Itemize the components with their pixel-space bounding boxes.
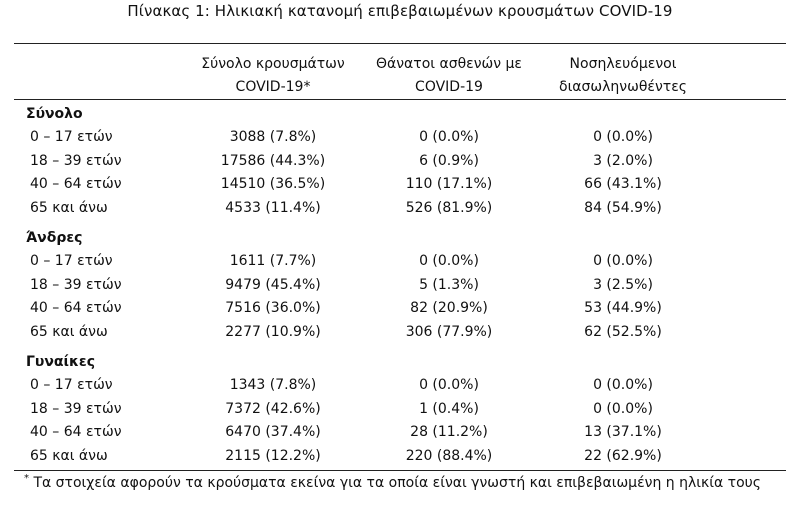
- intubated-cell: 22 (62.9%): [584, 447, 662, 464]
- deaths-cell: 0 (0.0%): [419, 377, 479, 393]
- table-row: [0, 129, 800, 151]
- table-row: [0, 277, 800, 299]
- deaths-cell: 1 (0.4%): [419, 400, 479, 417]
- intubated-cell: 0 (0.0%): [593, 400, 653, 417]
- table-top-rule: [14, 43, 786, 44]
- header-total-cases-line1: Σύνολο κρουσμάτων: [201, 56, 345, 72]
- intubated-cell: 3 (2.0%): [593, 152, 653, 169]
- deaths-cell: 0 (0.0%): [419, 253, 479, 269]
- table-row: [0, 324, 800, 346]
- table-row: [0, 300, 800, 322]
- table-title: Πίνακας 1: Ηλικιακή κατανομή επιβεβαιωμένων κρουσμάτων COVID-19: [127, 2, 673, 20]
- intubated-cell: 53 (44.9%): [584, 300, 662, 316]
- intubated-cell: 66 (43.1%): [584, 176, 662, 192]
- table-bottom-rule: [14, 470, 786, 471]
- intubated-cell: 84 (54.9%): [584, 199, 662, 216]
- table-row: [0, 448, 800, 470]
- group-heading: Σύνολο: [26, 106, 83, 122]
- header-intubated-line2: διασωληνωθέντες: [559, 79, 687, 95]
- total-cases-cell: 7516 (36.0%): [225, 300, 321, 316]
- footnote-marker: *: [24, 473, 29, 484]
- age-group-label: 0 – 17 ετών: [30, 377, 113, 393]
- deaths-cell: 6 (0.9%): [419, 152, 479, 169]
- age-group-label: 18 – 39 ετών: [30, 276, 122, 293]
- total-cases-cell: 6470 (37.4%): [225, 424, 321, 440]
- total-cases-cell: 1343 (7.8%): [229, 377, 317, 393]
- intubated-cell: 0 (0.0%): [593, 377, 653, 393]
- age-group-label: 40 – 64 ετών: [30, 300, 122, 316]
- age-group-label: 65 και άνω: [30, 323, 108, 340]
- deaths-cell: 526 (81.9%): [405, 199, 493, 216]
- footnote-text: Τα στοιχεία αφορούν τα κρούσματα εκείνα για τα οποία είναι γνωστή και επιβεβαιωμένη η ηλικία τους: [33, 475, 761, 491]
- header-total-cases-line2: COVID-19*: [235, 79, 311, 95]
- header-deaths-line1: Θάνατοι ασθενών με: [375, 56, 522, 72]
- deaths-cell: 306 (77.9%): [405, 323, 493, 340]
- age-group-label: 65 και άνω: [30, 447, 108, 464]
- header-deaths-line2: COVID-19: [415, 79, 483, 95]
- group-heading: Γυναίκες: [26, 354, 96, 370]
- age-group-label: 40 – 64 ετών: [30, 176, 122, 192]
- total-cases-cell: 9479 (45.4%): [225, 276, 321, 293]
- age-group-label: 18 – 39 ετών: [30, 400, 122, 417]
- total-cases-cell: 2115 (12.2%): [225, 447, 321, 464]
- age-group-label: 40 – 64 ετών: [30, 424, 122, 440]
- header-deaths: [366, 53, 532, 99]
- age-group-label: 65 και άνω: [30, 199, 108, 216]
- table-row: [0, 200, 800, 222]
- table-row: [0, 176, 800, 198]
- deaths-cell: 28 (11.2%): [410, 424, 488, 440]
- total-cases-cell: 4533 (11.4%): [225, 199, 321, 216]
- total-cases-cell: 2277 (10.9%): [225, 323, 321, 340]
- table-row: [0, 153, 800, 175]
- age-group-label: 18 – 39 ετών: [30, 152, 122, 169]
- table-row: [0, 377, 800, 399]
- group-heading: Άνδρες: [26, 230, 83, 246]
- header-rule: [14, 99, 786, 100]
- intubated-cell: 0 (0.0%): [593, 253, 653, 269]
- intubated-cell: 62 (52.5%): [584, 323, 662, 340]
- total-cases-cell: 1611 (7.7%): [229, 253, 317, 269]
- age-group-label: 0 – 17 ετών: [30, 129, 113, 145]
- deaths-cell: 0 (0.0%): [419, 129, 479, 145]
- footnote: [24, 475, 761, 491]
- deaths-cell: 82 (20.9%): [410, 300, 488, 316]
- deaths-cell: 5 (1.3%): [419, 276, 479, 293]
- table-row: [0, 401, 800, 423]
- table-row: [0, 253, 800, 275]
- header-total-cases: [190, 53, 356, 99]
- header-intubated-line1: Νοσηλευόμενοι: [569, 56, 677, 72]
- age-group-label: 0 – 17 ετών: [30, 253, 113, 269]
- header-intubated: [540, 53, 706, 99]
- deaths-cell: 220 (88.4%): [405, 447, 493, 464]
- total-cases-cell: 3088 (7.8%): [229, 129, 317, 145]
- deaths-cell: 110 (17.1%): [405, 176, 493, 192]
- intubated-cell: 3 (2.5%): [593, 276, 653, 293]
- intubated-cell: 0 (0.0%): [593, 129, 653, 145]
- total-cases-cell: 14510 (36.5%): [220, 176, 326, 192]
- total-cases-cell: 7372 (42.6%): [225, 400, 321, 417]
- table-row: [0, 424, 800, 446]
- intubated-cell: 13 (37.1%): [584, 424, 662, 440]
- total-cases-cell: 17586 (44.3%): [220, 152, 326, 169]
